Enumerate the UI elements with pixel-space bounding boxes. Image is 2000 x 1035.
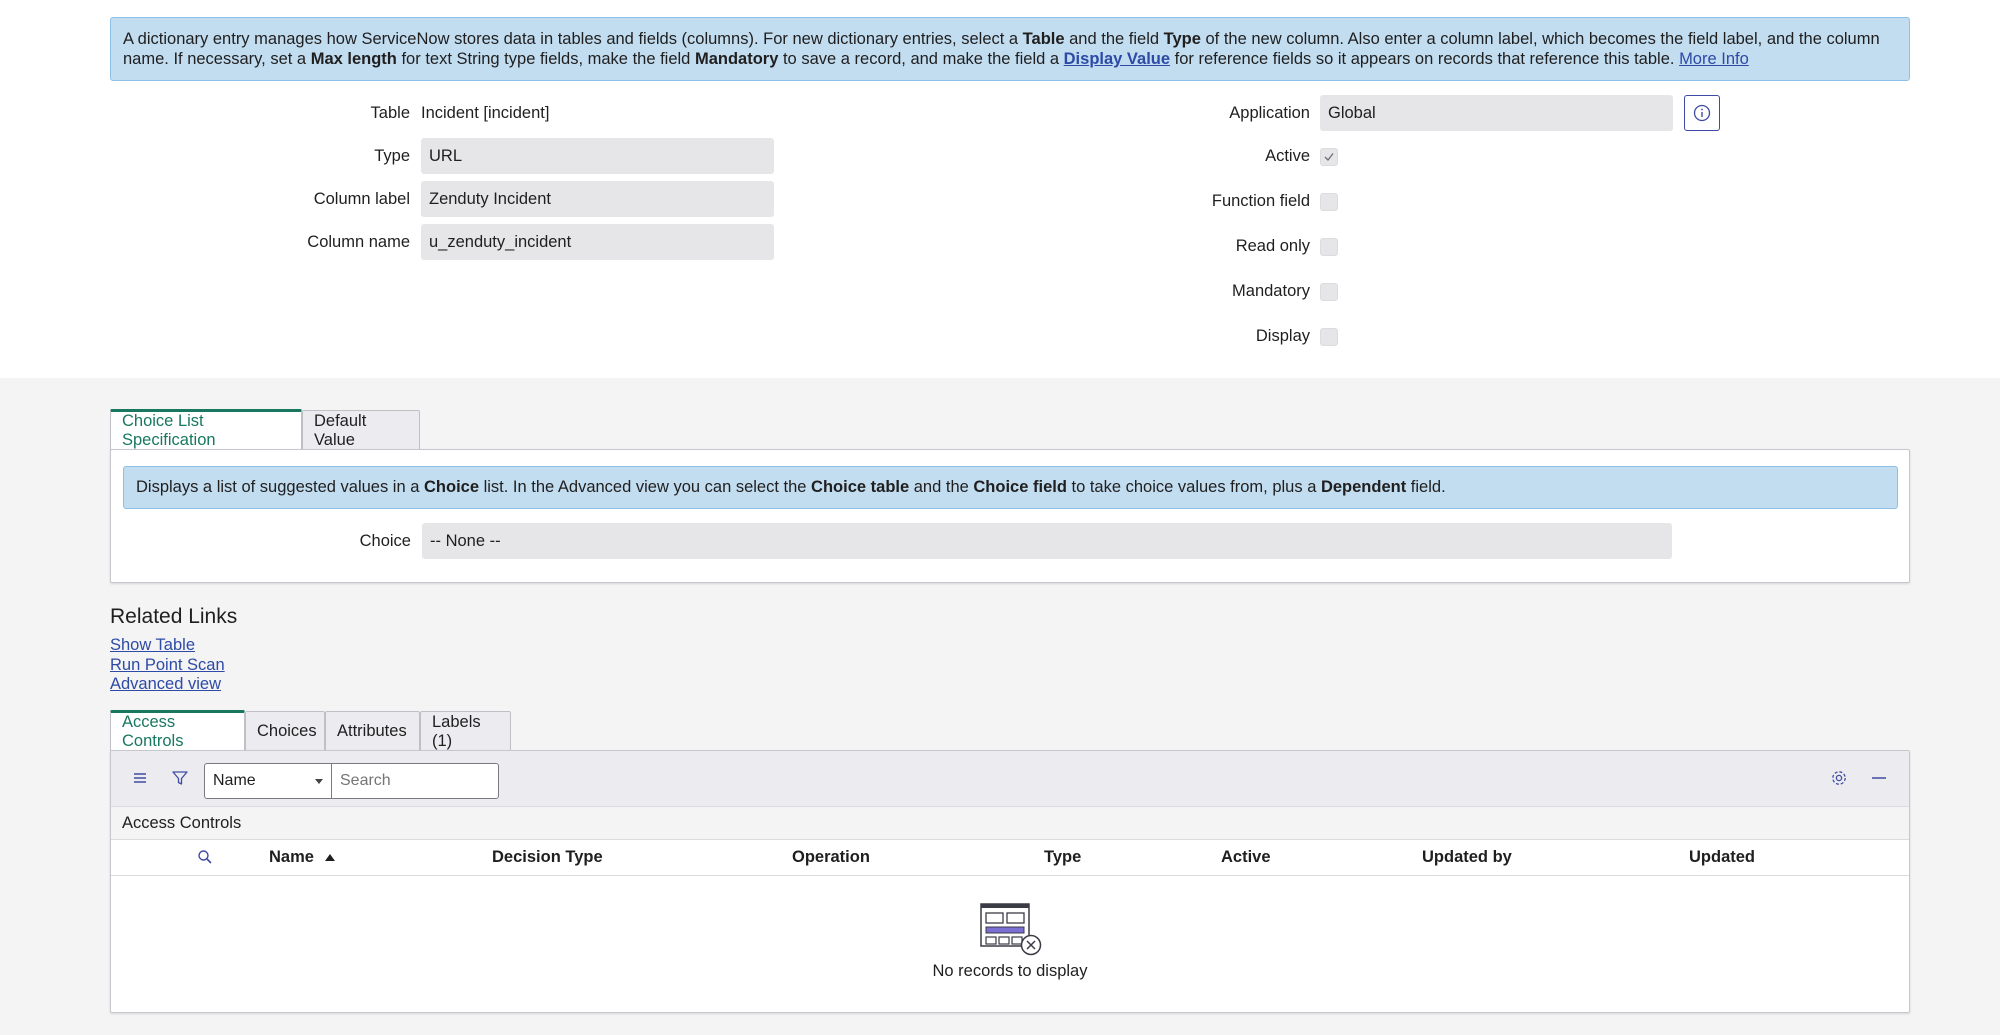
mandatory-checkbox[interactable]	[1320, 283, 1338, 301]
banner-bold-max-length: Max length	[310, 50, 397, 68]
active-label: Active	[1265, 147, 1310, 165]
sort-ascending-icon	[325, 854, 335, 862]
list-title: Access Controls	[122, 814, 242, 832]
choice-info-bold: Dependent	[1320, 478, 1407, 496]
column-header-updated-by[interactable]: Updated by	[1422, 848, 1512, 866]
banner-text: for text String type fields, make the field	[396, 50, 695, 68]
tab-default-value[interactable]: Default Value	[302, 410, 420, 450]
table-value: Incident [incident]	[421, 104, 550, 122]
column-label-label: Column label	[313, 190, 410, 208]
list-title-bar	[111, 806, 1909, 840]
mandatory-label: Mandatory	[1232, 282, 1310, 300]
function-field-label: Function field	[1211, 192, 1310, 210]
application-label: Application	[1229, 104, 1310, 122]
choice-select[interactable]: -- None --	[422, 523, 1672, 559]
type-label: Type	[374, 147, 410, 165]
choice-info-text: to take choice values from, plus a	[1066, 478, 1321, 496]
application-info-button[interactable]	[1684, 95, 1720, 131]
list-settings-button[interactable]	[1830, 769, 1848, 792]
type-field[interactable]: URL	[421, 138, 774, 174]
search-icon	[197, 849, 213, 865]
column-header-name-label: Name	[269, 848, 314, 866]
tab-attributes[interactable]: Attributes	[325, 711, 420, 751]
choice-info-bold: Choice	[424, 478, 480, 496]
banner-text: and the field	[1064, 30, 1164, 48]
display-label: Display	[1255, 327, 1310, 345]
empty-list-message: No records to display	[932, 962, 1088, 980]
choice-list-panel	[110, 449, 1910, 583]
search-field-select-value: Name	[213, 772, 256, 789]
empty-table-icon	[980, 903, 1044, 961]
run-point-scan-link[interactable]: Run Point Scan	[110, 656, 225, 674]
show-table-link[interactable]: Show Table	[110, 636, 196, 654]
column-header-decision-type[interactable]: Decision Type	[492, 848, 603, 866]
related-links-title: Related Links	[110, 605, 238, 628]
choice-info-text: list. In the Advanced view you can select the	[479, 478, 812, 496]
column-header-name[interactable]	[269, 848, 335, 867]
function-field-checkbox[interactable]	[1320, 193, 1338, 211]
active-checkbox[interactable]	[1320, 148, 1338, 166]
tab-labels[interactable]: Labels (1)	[420, 711, 511, 751]
tab-choices[interactable]: Choices	[245, 711, 325, 751]
list-search-input[interactable]	[331, 763, 499, 799]
list-toolbar	[111, 751, 1909, 806]
filter-button[interactable]	[171, 769, 189, 792]
banner-bold-table: Table	[1022, 30, 1065, 48]
choice-label: Choice	[359, 532, 411, 550]
column-label-field[interactable]: Zenduty Incident	[421, 181, 774, 217]
column-search-button[interactable]	[197, 849, 213, 870]
info-icon	[1693, 104, 1711, 122]
info-banner	[110, 17, 1910, 81]
banner-bold-type: Type	[1163, 30, 1201, 48]
banner-bold-mandatory: Mandatory	[694, 50, 779, 68]
minus-icon	[1870, 769, 1888, 787]
banner-text: A dictionary entry manages how ServiceNow stores data in tables and fields (columns). For new dictionary entries, select a	[123, 30, 1023, 48]
choice-info-bold: Choice table	[811, 478, 910, 496]
table-label: Table	[370, 104, 410, 122]
display-checkbox[interactable]	[1320, 328, 1338, 346]
tab-access-controls[interactable]: Access Controls	[110, 710, 245, 751]
read-only-checkbox[interactable]	[1320, 238, 1338, 256]
column-name-label: Column name	[307, 233, 410, 251]
search-field-select[interactable]	[204, 763, 332, 799]
tab-choice-list-specification[interactable]: Choice List Specification	[110, 409, 302, 450]
banner-text: to save a record, and make the field a	[778, 50, 1064, 68]
column-name-field[interactable]: u_zenduty_incident	[421, 224, 774, 260]
read-only-label: Read only	[1235, 237, 1310, 255]
filter-icon	[171, 769, 189, 787]
choice-info-text: and the	[909, 478, 974, 496]
banner-text: of the new column. Also enter a column label, which becomes the field label, and the column name. If necessary, set a	[123, 30, 1880, 68]
hamburger-icon	[131, 769, 149, 787]
column-header-operation[interactable]: Operation	[792, 848, 870, 866]
application-field[interactable]: Global	[1320, 95, 1673, 131]
empty-list-icon	[980, 903, 1044, 966]
column-header-updated[interactable]: Updated	[1689, 848, 1755, 866]
list-collapse-button[interactable]	[1870, 769, 1888, 792]
list-menu-button[interactable]	[131, 769, 149, 792]
check-icon	[1323, 151, 1335, 163]
list-header-row	[111, 840, 1909, 876]
advanced-view-link[interactable]: Advanced view	[110, 675, 221, 693]
more-info-link[interactable]: More Info	[1679, 50, 1749, 68]
choice-info-text: Displays a list of suggested values in a	[136, 478, 424, 496]
display-value-link[interactable]: Display Value	[1063, 50, 1171, 68]
caret-down-icon	[315, 779, 323, 785]
choice-info-banner	[123, 466, 1898, 509]
access-controls-list	[110, 750, 1910, 1013]
column-header-type[interactable]: Type	[1044, 848, 1082, 866]
column-header-active[interactable]: Active	[1221, 848, 1271, 866]
banner-text: for reference fields so it appears on records that reference this table.	[1170, 50, 1680, 68]
choice-info-bold: Choice field	[973, 478, 1067, 496]
gear-icon	[1830, 769, 1848, 787]
choice-info-text: field.	[1406, 478, 1446, 496]
